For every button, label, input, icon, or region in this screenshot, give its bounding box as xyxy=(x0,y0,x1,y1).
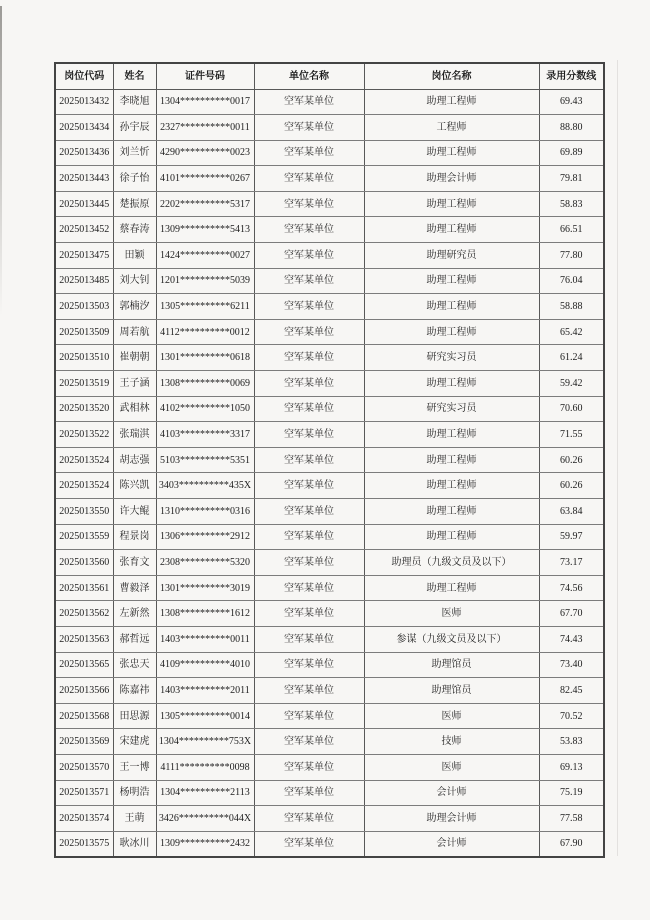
cell-position-code: 2025013432 xyxy=(55,89,113,115)
cell-score: 71.55 xyxy=(539,422,604,448)
cell-unit-name: 空军某单位 xyxy=(254,115,364,141)
cell-unit-name: 空军某单位 xyxy=(254,447,364,473)
cell-position-code: 2025013524 xyxy=(55,447,113,473)
cell-score: 67.70 xyxy=(539,601,604,627)
table-row xyxy=(55,678,604,704)
cell-position-code: 2025013520 xyxy=(55,396,113,422)
cell-score: 77.80 xyxy=(539,243,604,269)
cell-position-name: 助理工程师 xyxy=(364,294,539,320)
cell-id-number: 1304**********2113 xyxy=(156,780,254,806)
cell-score: 59.97 xyxy=(539,524,604,550)
table-row xyxy=(55,729,604,755)
cell-id-number: 1306**********2912 xyxy=(156,524,254,550)
cell-score: 61.24 xyxy=(539,345,604,371)
cell-position-code: 2025013550 xyxy=(55,499,113,525)
cell-position-name: 医师 xyxy=(364,703,539,729)
cell-name: 杨明浩 xyxy=(113,780,156,806)
cell-position-code: 2025013574 xyxy=(55,806,113,832)
cell-position-code: 2025013452 xyxy=(55,217,113,243)
header-row xyxy=(55,63,604,89)
cell-id-number: 2308**********5320 xyxy=(156,550,254,576)
cell-unit-name: 空军某单位 xyxy=(254,550,364,576)
table-row xyxy=(55,268,604,294)
cell-position-code: 2025013485 xyxy=(55,268,113,294)
cell-unit-name: 空军某单位 xyxy=(254,780,364,806)
cell-score: 79.81 xyxy=(539,166,604,192)
cell-unit-name: 空军某单位 xyxy=(254,396,364,422)
table-row xyxy=(55,422,604,448)
cell-id-number: 4102**********1050 xyxy=(156,396,254,422)
cell-score: 53.83 xyxy=(539,729,604,755)
cell-position-name: 助理工程师 xyxy=(364,422,539,448)
cell-id-number: 1305**********0014 xyxy=(156,703,254,729)
cell-position-name: 助理工程师 xyxy=(364,319,539,345)
cell-name: 曹毅泽 xyxy=(113,575,156,601)
cell-id-number: 4290**********0023 xyxy=(156,140,254,166)
table-row xyxy=(55,473,604,499)
cell-id-number: 4112**********0012 xyxy=(156,319,254,345)
cell-score: 60.26 xyxy=(539,447,604,473)
cell-id-number: 1403**********2011 xyxy=(156,678,254,704)
cell-position-name: 助理会计师 xyxy=(364,806,539,832)
cell-position-name: 参谋（九级文员及以下） xyxy=(364,626,539,652)
cell-name: 崔朝朝 xyxy=(113,345,156,371)
cell-score: 65.42 xyxy=(539,319,604,345)
table-row xyxy=(55,806,604,832)
table-body xyxy=(55,89,604,857)
cell-position-name: 助理工程师 xyxy=(364,499,539,525)
cell-position-code: 2025013565 xyxy=(55,652,113,678)
cell-name: 刘兰忻 xyxy=(113,140,156,166)
cell-score: 66.51 xyxy=(539,217,604,243)
cell-score: 58.83 xyxy=(539,191,604,217)
cell-name: 陈嘉祎 xyxy=(113,678,156,704)
cell-score: 74.43 xyxy=(539,626,604,652)
table-row xyxy=(55,217,604,243)
column-header-name: 姓名 xyxy=(113,63,156,89)
cell-name: 张育文 xyxy=(113,550,156,576)
cell-name: 楚振原 xyxy=(113,191,156,217)
cell-unit-name: 空军某单位 xyxy=(254,166,364,192)
cell-unit-name: 空军某单位 xyxy=(254,294,364,320)
cell-id-number: 1304**********753X xyxy=(156,729,254,755)
cell-unit-name: 空军某单位 xyxy=(254,575,364,601)
cell-position-code: 2025013434 xyxy=(55,115,113,141)
cell-position-code: 2025013503 xyxy=(55,294,113,320)
cell-name: 周若航 xyxy=(113,319,156,345)
cell-position-name: 研究实习员 xyxy=(364,345,539,371)
cell-name: 田思源 xyxy=(113,703,156,729)
cell-score: 63.84 xyxy=(539,499,604,525)
cell-unit-name: 空军某单位 xyxy=(254,473,364,499)
cell-position-code: 2025013561 xyxy=(55,575,113,601)
cell-position-name: 助理馆员 xyxy=(364,678,539,704)
table-row xyxy=(55,754,604,780)
cell-unit-name: 空军某单位 xyxy=(254,626,364,652)
cell-position-name: 助理工程师 xyxy=(364,473,539,499)
cell-name: 孙宇辰 xyxy=(113,115,156,141)
cell-position-code: 2025013571 xyxy=(55,780,113,806)
cell-score: 60.26 xyxy=(539,473,604,499)
cell-name: 张瑞淇 xyxy=(113,422,156,448)
column-header-score-line: 录用分数线 xyxy=(539,63,604,89)
cell-unit-name: 空军某单位 xyxy=(254,806,364,832)
cell-name: 王萌 xyxy=(113,806,156,832)
scan-line-artifact xyxy=(617,60,618,856)
cell-position-code: 2025013562 xyxy=(55,601,113,627)
cell-unit-name: 空军某单位 xyxy=(254,191,364,217)
table-row xyxy=(55,831,604,857)
cell-position-code: 2025013522 xyxy=(55,422,113,448)
cell-position-name: 助理工程师 xyxy=(364,447,539,473)
cell-unit-name: 空军某单位 xyxy=(254,422,364,448)
cell-position-name: 医师 xyxy=(364,601,539,627)
cell-score: 73.40 xyxy=(539,652,604,678)
cell-position-name: 助理会计师 xyxy=(364,166,539,192)
cell-position-code: 2025013566 xyxy=(55,678,113,704)
cell-name: 蔡春涛 xyxy=(113,217,156,243)
cell-score: 74.56 xyxy=(539,575,604,601)
cell-unit-name: 空军某单位 xyxy=(254,319,364,345)
table-row xyxy=(55,345,604,371)
cell-id-number: 1403**********0011 xyxy=(156,626,254,652)
cell-id-number: 1309**********5413 xyxy=(156,217,254,243)
cell-score: 76.04 xyxy=(539,268,604,294)
cell-position-code: 2025013560 xyxy=(55,550,113,576)
cell-unit-name: 空军某单位 xyxy=(254,652,364,678)
cell-position-name: 助理工程师 xyxy=(364,268,539,294)
cell-score: 59.42 xyxy=(539,371,604,397)
table-row xyxy=(55,703,604,729)
scan-edge-artifact xyxy=(0,6,2,316)
table-row xyxy=(55,243,604,269)
cell-id-number: 1309**********2432 xyxy=(156,831,254,857)
cell-id-number: 1301**********0618 xyxy=(156,345,254,371)
cell-id-number: 1304**********0017 xyxy=(156,89,254,115)
cell-position-code: 2025013568 xyxy=(55,703,113,729)
cell-unit-name: 空军某单位 xyxy=(254,243,364,269)
cell-position-name: 助理工程师 xyxy=(364,217,539,243)
cell-id-number: 4101**********0267 xyxy=(156,166,254,192)
column-header-id-number: 证件号码 xyxy=(156,63,254,89)
cell-score: 77.58 xyxy=(539,806,604,832)
cell-name: 王子涵 xyxy=(113,371,156,397)
cell-name: 耿冰川 xyxy=(113,831,156,857)
cell-id-number: 1424**********0027 xyxy=(156,243,254,269)
table-row xyxy=(55,115,604,141)
cell-id-number: 1310**********0316 xyxy=(156,499,254,525)
cell-id-number: 3403**********435X xyxy=(156,473,254,499)
cell-name: 田颖 xyxy=(113,243,156,269)
cell-position-code: 2025013524 xyxy=(55,473,113,499)
cell-name: 陈兴凯 xyxy=(113,473,156,499)
cell-score: 69.89 xyxy=(539,140,604,166)
cell-position-name: 助理工程师 xyxy=(364,140,539,166)
cell-id-number: 3426**********044X xyxy=(156,806,254,832)
column-header-position-name: 岗位名称 xyxy=(364,63,539,89)
cell-position-name: 技师 xyxy=(364,729,539,755)
cell-name: 许大鲲 xyxy=(113,499,156,525)
cell-position-name: 助理员（九级文员及以下） xyxy=(364,550,539,576)
table-row xyxy=(55,140,604,166)
cell-score: 75.19 xyxy=(539,780,604,806)
cell-position-name: 助理工程师 xyxy=(364,191,539,217)
cell-position-name: 助理工程师 xyxy=(364,89,539,115)
cell-score: 88.80 xyxy=(539,115,604,141)
cell-id-number: 1308**********1612 xyxy=(156,601,254,627)
cell-position-name: 研究实习员 xyxy=(364,396,539,422)
table-row xyxy=(55,780,604,806)
cell-name: 徐子怡 xyxy=(113,166,156,192)
cell-score: 73.17 xyxy=(539,550,604,576)
cell-unit-name: 空军某单位 xyxy=(254,217,364,243)
cell-position-code: 2025013575 xyxy=(55,831,113,857)
table-row xyxy=(55,524,604,550)
cell-position-name: 助理工程师 xyxy=(364,524,539,550)
cell-score: 69.43 xyxy=(539,89,604,115)
cell-unit-name: 空军某单位 xyxy=(254,499,364,525)
cell-score: 69.13 xyxy=(539,754,604,780)
cell-position-name: 医师 xyxy=(364,754,539,780)
cell-score: 82.45 xyxy=(539,678,604,704)
cell-position-name: 会计师 xyxy=(364,780,539,806)
cell-unit-name: 空军某单位 xyxy=(254,601,364,627)
table-row xyxy=(55,652,604,678)
cell-unit-name: 空军某单位 xyxy=(254,831,364,857)
cell-name: 李晓旭 xyxy=(113,89,156,115)
cell-score: 70.60 xyxy=(539,396,604,422)
table-row xyxy=(55,371,604,397)
cell-position-code: 2025013436 xyxy=(55,140,113,166)
cell-score: 67.90 xyxy=(539,831,604,857)
cell-id-number: 4109**********4010 xyxy=(156,652,254,678)
table-row xyxy=(55,601,604,627)
cell-position-code: 2025013559 xyxy=(55,524,113,550)
table-row xyxy=(55,575,604,601)
table-row xyxy=(55,396,604,422)
table-row xyxy=(55,626,604,652)
cell-id-number: 5103**********5351 xyxy=(156,447,254,473)
cell-name: 左新然 xyxy=(113,601,156,627)
cell-name: 张忠天 xyxy=(113,652,156,678)
cell-name: 宋建虎 xyxy=(113,729,156,755)
cell-id-number: 1308**********0069 xyxy=(156,371,254,397)
cell-position-code: 2025013510 xyxy=(55,345,113,371)
table-row xyxy=(55,499,604,525)
cell-position-name: 助理研究员 xyxy=(364,243,539,269)
cell-id-number: 1305**********6211 xyxy=(156,294,254,320)
table-row xyxy=(55,166,604,192)
table-row xyxy=(55,319,604,345)
cell-position-code: 2025013475 xyxy=(55,243,113,269)
cell-unit-name: 空军某单位 xyxy=(254,371,364,397)
column-header-unit-name: 单位名称 xyxy=(254,63,364,89)
cell-name: 王一博 xyxy=(113,754,156,780)
cell-position-code: 2025013443 xyxy=(55,166,113,192)
cell-unit-name: 空军某单位 xyxy=(254,268,364,294)
table-row xyxy=(55,447,604,473)
cell-unit-name: 空军某单位 xyxy=(254,678,364,704)
cell-position-code: 2025013569 xyxy=(55,729,113,755)
cell-unit-name: 空军某单位 xyxy=(254,524,364,550)
cell-unit-name: 空军某单位 xyxy=(254,754,364,780)
cell-position-name: 工程师 xyxy=(364,115,539,141)
admission-score-table xyxy=(54,62,605,858)
cell-name: 程景岗 xyxy=(113,524,156,550)
cell-unit-name: 空军某单位 xyxy=(254,89,364,115)
cell-id-number: 4111**********0098 xyxy=(156,754,254,780)
cell-position-name: 助理馆员 xyxy=(364,652,539,678)
cell-position-code: 2025013563 xyxy=(55,626,113,652)
cell-position-code: 2025013445 xyxy=(55,191,113,217)
cell-name: 郭楠汐 xyxy=(113,294,156,320)
cell-name: 刘大钊 xyxy=(113,268,156,294)
cell-unit-name: 空军某单位 xyxy=(254,729,364,755)
cell-id-number: 4103**********3317 xyxy=(156,422,254,448)
cell-id-number: 1201**********5039 xyxy=(156,268,254,294)
cell-position-name: 助理工程师 xyxy=(364,371,539,397)
cell-position-code: 2025013519 xyxy=(55,371,113,397)
cell-score: 70.52 xyxy=(539,703,604,729)
table-row xyxy=(55,89,604,115)
table-row xyxy=(55,191,604,217)
cell-name: 武相林 xyxy=(113,396,156,422)
cell-id-number: 2202**********5317 xyxy=(156,191,254,217)
cell-id-number: 2327**********0011 xyxy=(156,115,254,141)
cell-position-code: 2025013570 xyxy=(55,754,113,780)
cell-position-code: 2025013509 xyxy=(55,319,113,345)
cell-name: 郝哲远 xyxy=(113,626,156,652)
cell-unit-name: 空军某单位 xyxy=(254,345,364,371)
column-header-position-code: 岗位代码 xyxy=(55,63,113,89)
table-header xyxy=(55,63,604,89)
cell-position-name: 助理工程师 xyxy=(364,575,539,601)
cell-unit-name: 空军某单位 xyxy=(254,140,364,166)
table-row xyxy=(55,294,604,320)
cell-position-name: 会计师 xyxy=(364,831,539,857)
cell-unit-name: 空军某单位 xyxy=(254,703,364,729)
cell-id-number: 1301**********3019 xyxy=(156,575,254,601)
cell-score: 58.88 xyxy=(539,294,604,320)
table-row xyxy=(55,550,604,576)
cell-name: 胡志强 xyxy=(113,447,156,473)
